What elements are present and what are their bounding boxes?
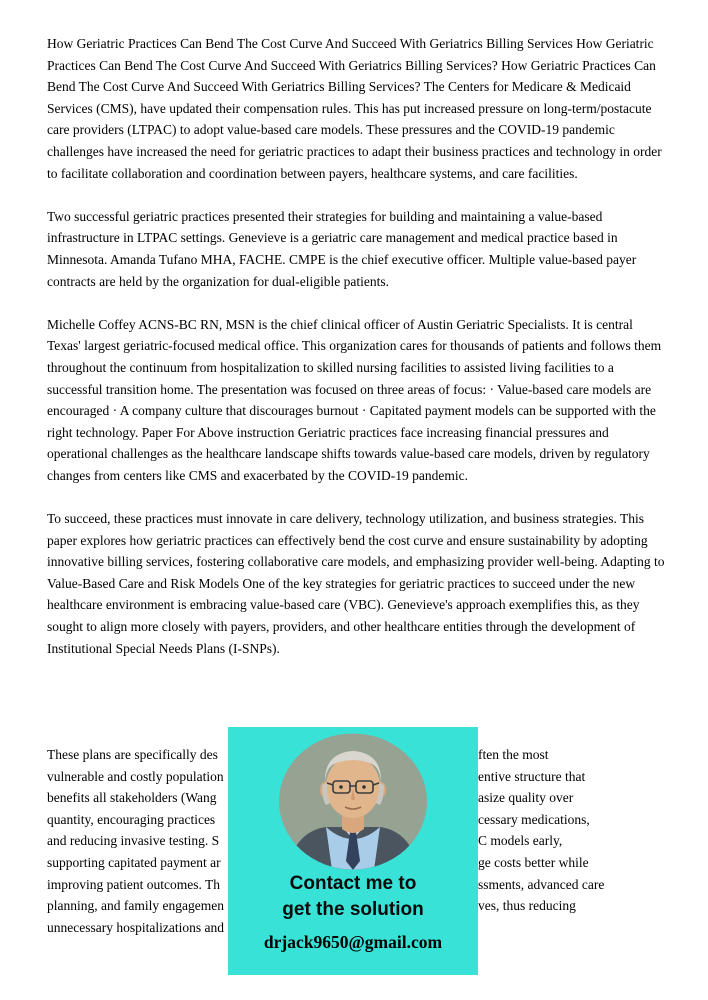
paragraph-4: To succeed, these practices must innovate in care delivery, technology utilization, and business strategies. This paper explores how geriatric practices can effectively bend the cost curve and ensure sustainability by adopting innovative billing services, fostering collaborative care models, and emphasizing provider well-being. Adapting to Value-Based Care and Risk Models One of the key strategies for geriatric practices to succeed under the new healthcare environment is embracing value-based care (VBC). Genevieve's approach exemplifies this, as they sought to align more closely with payers, providers, and other healthcare entities through the development of Institutional Special Needs Plans (I-SNPs). [47, 511, 665, 656]
line-right-fragment: ves, thus reducing [478, 898, 576, 914]
line-left-fragment: quantity, encouraging practices [47, 811, 216, 827]
portrait-photo [278, 733, 428, 870]
line-left-fragment: unnecessary hospitalizations and [47, 919, 224, 935]
paragraph-1: How Geriatric Practices Can Bend The Cost Curve And Succeed With Geriatrics Billing Services How Geriatric Practices Can Bend The Cost Curve And Succeed With Geriatrics Billing Services? How Geriatric Practices Can Bend The Cost Curve And Succeed With Geriatrics Billing Services? The Centers for Medicare & Medicaid Services (CMS), have updated their compensation rules. This has put increased pressure on long-term/postacute care providers (LTPAC) to adopt value-based care models. These pressures and the COVID-19 pandemic challenges have increased the need for geriatric practices to adapt their business practices and technology in order to facilitate collaboration and coordination between payers, healthcare systems, and care facilities. [47, 36, 662, 181]
line-right-fragment: ssments, advanced care [478, 876, 605, 892]
line-right-fragment: ge costs better while [478, 854, 589, 870]
portrait-photo-svg [278, 733, 428, 870]
contact-email: drjack9650@gmail.com [263, 932, 443, 952]
contact-overlay [228, 727, 478, 975]
line-right-fragment: cessary medications, [478, 811, 590, 827]
line-left-fragment: These plans are specifically des [47, 747, 218, 762]
line-left-fragment: planning, and family engagemen [47, 898, 224, 914]
line-left-fragment: supporting capitated payment ar [47, 854, 221, 870]
paragraph-2: Two successful geriatric practices presented their strategies for building and maintaining a value-based infrastructure in LTPAC settings. Genevieve is a geriatric care management and medical practice based in Minnesota. Amanda Tufano MHA, FACHE. CMPE is the chief executive officer. Multiple value-based payer contracts are held by the organization for dual-eligible patients. [47, 208, 637, 289]
line-right-fragment: ften the most [478, 747, 549, 762]
line-right-fragment: entive structure that [478, 768, 586, 784]
contact-message [228, 871, 478, 923]
line-right-fragment: asize quality over [478, 790, 574, 806]
line-left-fragment: improving patient outcomes. Th [47, 876, 220, 892]
line-right-fragment: C models early, [478, 833, 563, 849]
contact-message-line1: Contact me to [289, 873, 417, 894]
line-left-fragment: vulnerable and costly population [47, 768, 224, 784]
contact-message-line2: get the solution [282, 899, 424, 920]
line-left-fragment: and reducing invasive testing. S [47, 833, 220, 849]
paragraph-3: Michelle Coffey ACNS-BC RN, MSN is the chief clinical officer of Austin Geriatric Specialists. It is central Texas' largest geriatric-focused medical office. This organization cares for thousands of patients and follows them throughout the continuum from hospitalization to skilled nursing facilities to assisted living facilities to a successful transition home. The presentation was focused on three areas of focus: · Value-based care models are encouraged · A company culture that discourages burnout · Capitated payment models can be supported with the right technology. Paper For Above instruction Geriatric practices face increasing financial pressures and operational challenges as the healthcare landscape shifts towards value-based care models, driven by regulatory changes from centers like CMS and exacerbated by the COVID-19 pandemic. [47, 316, 662, 483]
document-body [47, 33, 669, 681]
line-left-fragment: benefits all stakeholders (Wang [47, 790, 217, 806]
